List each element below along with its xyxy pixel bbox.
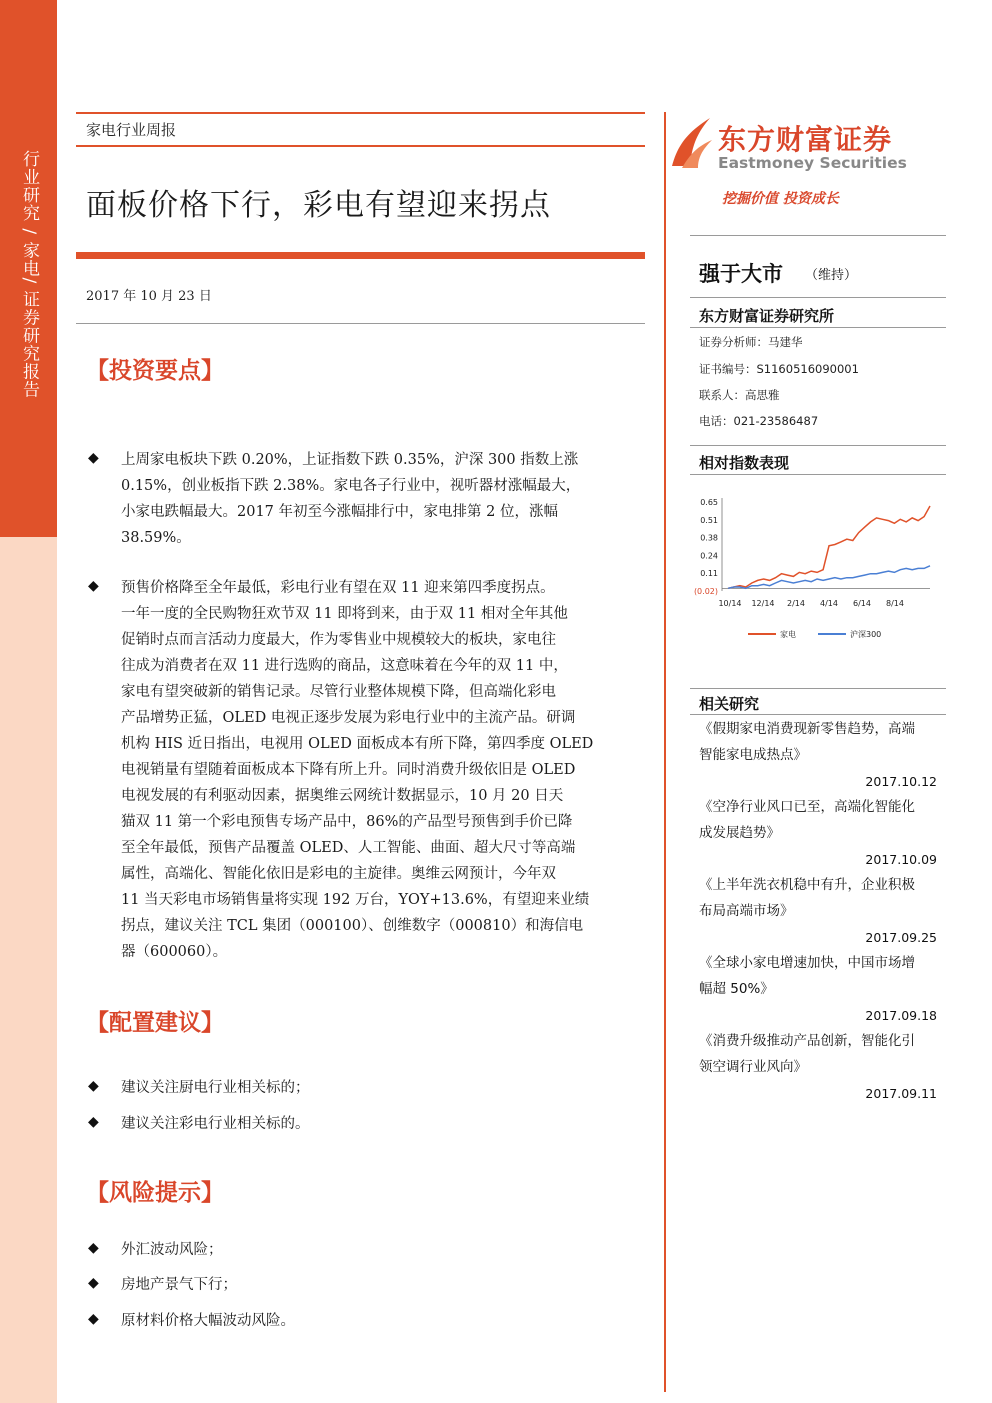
phone: 电话：021-23586487: [699, 414, 819, 428]
related-item-date: 2017.09.11: [865, 1086, 937, 1101]
brand-slogan: 挖掘价值 投资成长: [722, 191, 839, 207]
allocation-item: 建议关注厨电行业相关标的；: [121, 1080, 310, 1096]
rule: [690, 445, 946, 446]
related-item-title-line: 《空净行业风口已至，高端化智能化: [699, 799, 915, 815]
related-item-title-line: 智能家电成热点》: [699, 747, 807, 763]
related-item-title[interactable]: [699, 950, 944, 1002]
section-heading-investment: 【投资要点】: [86, 357, 224, 384]
contact: 联系人：高思雅: [699, 388, 780, 402]
related-item-title[interactable]: [699, 872, 944, 924]
brand-name: 东方财富证券: [718, 123, 893, 156]
series-line: [728, 566, 930, 589]
para2-line: 属性，高端化、智能化依旧是彩电的主旋律。奥维云网预计，今年双: [121, 866, 556, 882]
related-item-title-line: 《假期家电消费现新零售趋势，高端: [699, 721, 915, 737]
sidebar-band-bottom: [0, 537, 57, 1403]
x-tick-label: 10/14: [718, 599, 742, 608]
title-rule-thick: [76, 252, 645, 259]
para2-line: 器（600060）。: [121, 944, 228, 960]
y-tick-label: 0.11: [700, 569, 718, 579]
series-line: [728, 506, 930, 588]
para2-line: 拐点，建议关注 TCL 集团（000100）、创维数字（000810）和海信电: [121, 918, 584, 934]
column-divider: [664, 112, 666, 1392]
risk-item: 原材料价格大幅波动风险。: [121, 1313, 295, 1329]
risk-item: 外汇波动风险；: [121, 1242, 223, 1258]
bullet-icon: ◆: [88, 1275, 99, 1291]
header-rule-mid: [76, 145, 645, 147]
related-item-title-line: 《上半年洗衣机稳中有升，企业积极: [699, 877, 915, 893]
para1-line: 小家电跌幅最大。2017 年初至今涨幅排行中，家电排第 2 位，涨幅: [121, 504, 558, 520]
x-tick-label: 2/14: [787, 599, 805, 608]
analyst: 证券分析师：马建华: [699, 335, 803, 349]
rule: [690, 297, 946, 298]
bullet-icon: ◆: [88, 1311, 99, 1327]
rating-note: （维持）: [805, 268, 858, 283]
para2-line: 电视销量有望随着面板成本下降有所上升。同时消费升级依旧是 OLED: [121, 762, 576, 778]
brand-logo-icon: [668, 114, 714, 172]
related-item-title-line: 幅超 50%》: [699, 981, 774, 997]
y-tick-label: 0.51: [700, 515, 718, 525]
institute-name: 东方财富证券研究所: [699, 307, 835, 325]
related-item-date: 2017.09.18: [865, 1008, 937, 1023]
rule: [690, 327, 946, 328]
para2-line: 预售价格降至全年最低，彩电行业有望在双 11 迎来第四季度拐点。: [121, 580, 555, 596]
related-item-title[interactable]: [699, 716, 944, 768]
bullet-icon: ◆: [88, 450, 99, 466]
related-item-title[interactable]: [699, 1028, 944, 1080]
chart-heading: 相对指数表现: [699, 454, 790, 472]
y-tick-label: 0.24: [700, 551, 718, 561]
related-item-date: 2017.10.09: [865, 852, 937, 867]
legend-label: 家电: [780, 630, 796, 639]
related-heading: 相关研究: [699, 695, 760, 713]
brand-name-en: Eastmoney Securities: [718, 154, 907, 172]
para2-line: 机构 HIS 近日指出，电视用 OLED 面板成本有所下降，第四季度 OLED: [121, 736, 594, 752]
x-tick-label: 8/14: [886, 599, 904, 608]
related-item-title-line: 《消费升级推动产品创新，智能化引: [699, 1033, 915, 1049]
bullet-icon: ◆: [88, 1078, 99, 1094]
rule: [690, 474, 946, 475]
rule: [690, 688, 946, 689]
para2-line: 往成为消费者在双 11 进行选购的商品，这意味着在今年的双 11 中，: [121, 658, 568, 674]
para1-line: 上周家电板块下跌 0.20%，上证指数下跌 0.35%，沪深 300 指数上涨: [121, 452, 579, 468]
report-date: 2017 年 10 月 23 日: [86, 289, 212, 304]
section-heading-risk: 【风险提示】: [86, 1179, 224, 1206]
section-heading-allocation: 【配置建议】: [86, 1009, 224, 1036]
para2-line: 产品增势正猛，OLED 电视正逐步发展为彩电行业中的主流产品。研调: [121, 710, 576, 726]
sidebar-label: 行业研究 / 家电/ 证券研究报告: [19, 150, 39, 399]
y-tick-label: 0.38: [700, 533, 718, 543]
para2-line: 至全年最低，预售产品覆盖 OLED、人工智能、曲面、超大尺寸等高端: [121, 840, 576, 856]
related-item-title-line: 成发展趋势》: [699, 825, 780, 841]
bullet-icon: ◆: [88, 578, 99, 594]
bullet-icon: ◆: [88, 1114, 99, 1130]
page-title: 面板价格下行，彩电有望迎来拐点: [86, 188, 551, 223]
y-tick-label: 0.65: [700, 498, 718, 507]
risk-item: 房地产景气下行；: [121, 1277, 237, 1293]
relative-index-chart: [690, 488, 940, 653]
rule: [690, 714, 946, 715]
para2-line: 11 当天彩电市场销售量将实现 192 万台，YOY+13.6%，有望迎来业绩: [121, 892, 590, 908]
para2-line: 促销时点而言活动力度最大，作为零售业中规模较大的板块，家电往: [121, 632, 556, 648]
report-type: 家电行业周报: [86, 121, 177, 139]
related-item-date: 2017.09.25: [865, 930, 937, 945]
para1-line: 38.59%。: [121, 530, 191, 546]
date-rule: [76, 323, 645, 324]
related-item-title-line: 布局高端市场》: [699, 903, 794, 919]
rating-label: 强于大市: [699, 262, 783, 286]
para2-line: 一年一度的全民购物狂欢节双 11 即将到来，由于双 11 相对全年其他: [121, 606, 568, 622]
cert-number: 证书编号：S1160516090001: [699, 362, 859, 376]
related-item-title[interactable]: [699, 794, 944, 846]
para2-line: 猫双 11 第一个彩电预售专场产品中，86%的产品型号预售到手价已降: [121, 814, 573, 830]
x-tick-label: 4/14: [820, 599, 838, 608]
para2-line: 电视发展的有利驱动因素，据奥维云网统计数据显示，10 月 20 日天: [121, 788, 564, 804]
y-tick-label: (0.02): [693, 587, 718, 596]
x-tick-label: 6/14: [853, 599, 871, 608]
related-item-title-line: 领空调行业风向》: [699, 1059, 807, 1075]
para1-line: 0.15%，创业板指下跌 2.38%。家电各子行业中，视听器材涨幅最大，: [121, 478, 581, 494]
rule: [690, 235, 946, 236]
allocation-item: 建议关注彩电行业相关标的。: [121, 1116, 310, 1132]
header-rule-top: [76, 112, 645, 114]
related-item-title-line: 《全球小家电增速加快，中国市场增: [699, 955, 915, 971]
related-item-date: 2017.10.12: [865, 774, 937, 789]
bullet-icon: ◆: [88, 1240, 99, 1256]
legend-label: 沪深300: [850, 630, 882, 639]
para2-line: 家电有望突破新的销售记录。尽管行业整体规模下降，但高端化彩电: [121, 684, 556, 700]
x-tick-label: 12/14: [751, 599, 775, 608]
